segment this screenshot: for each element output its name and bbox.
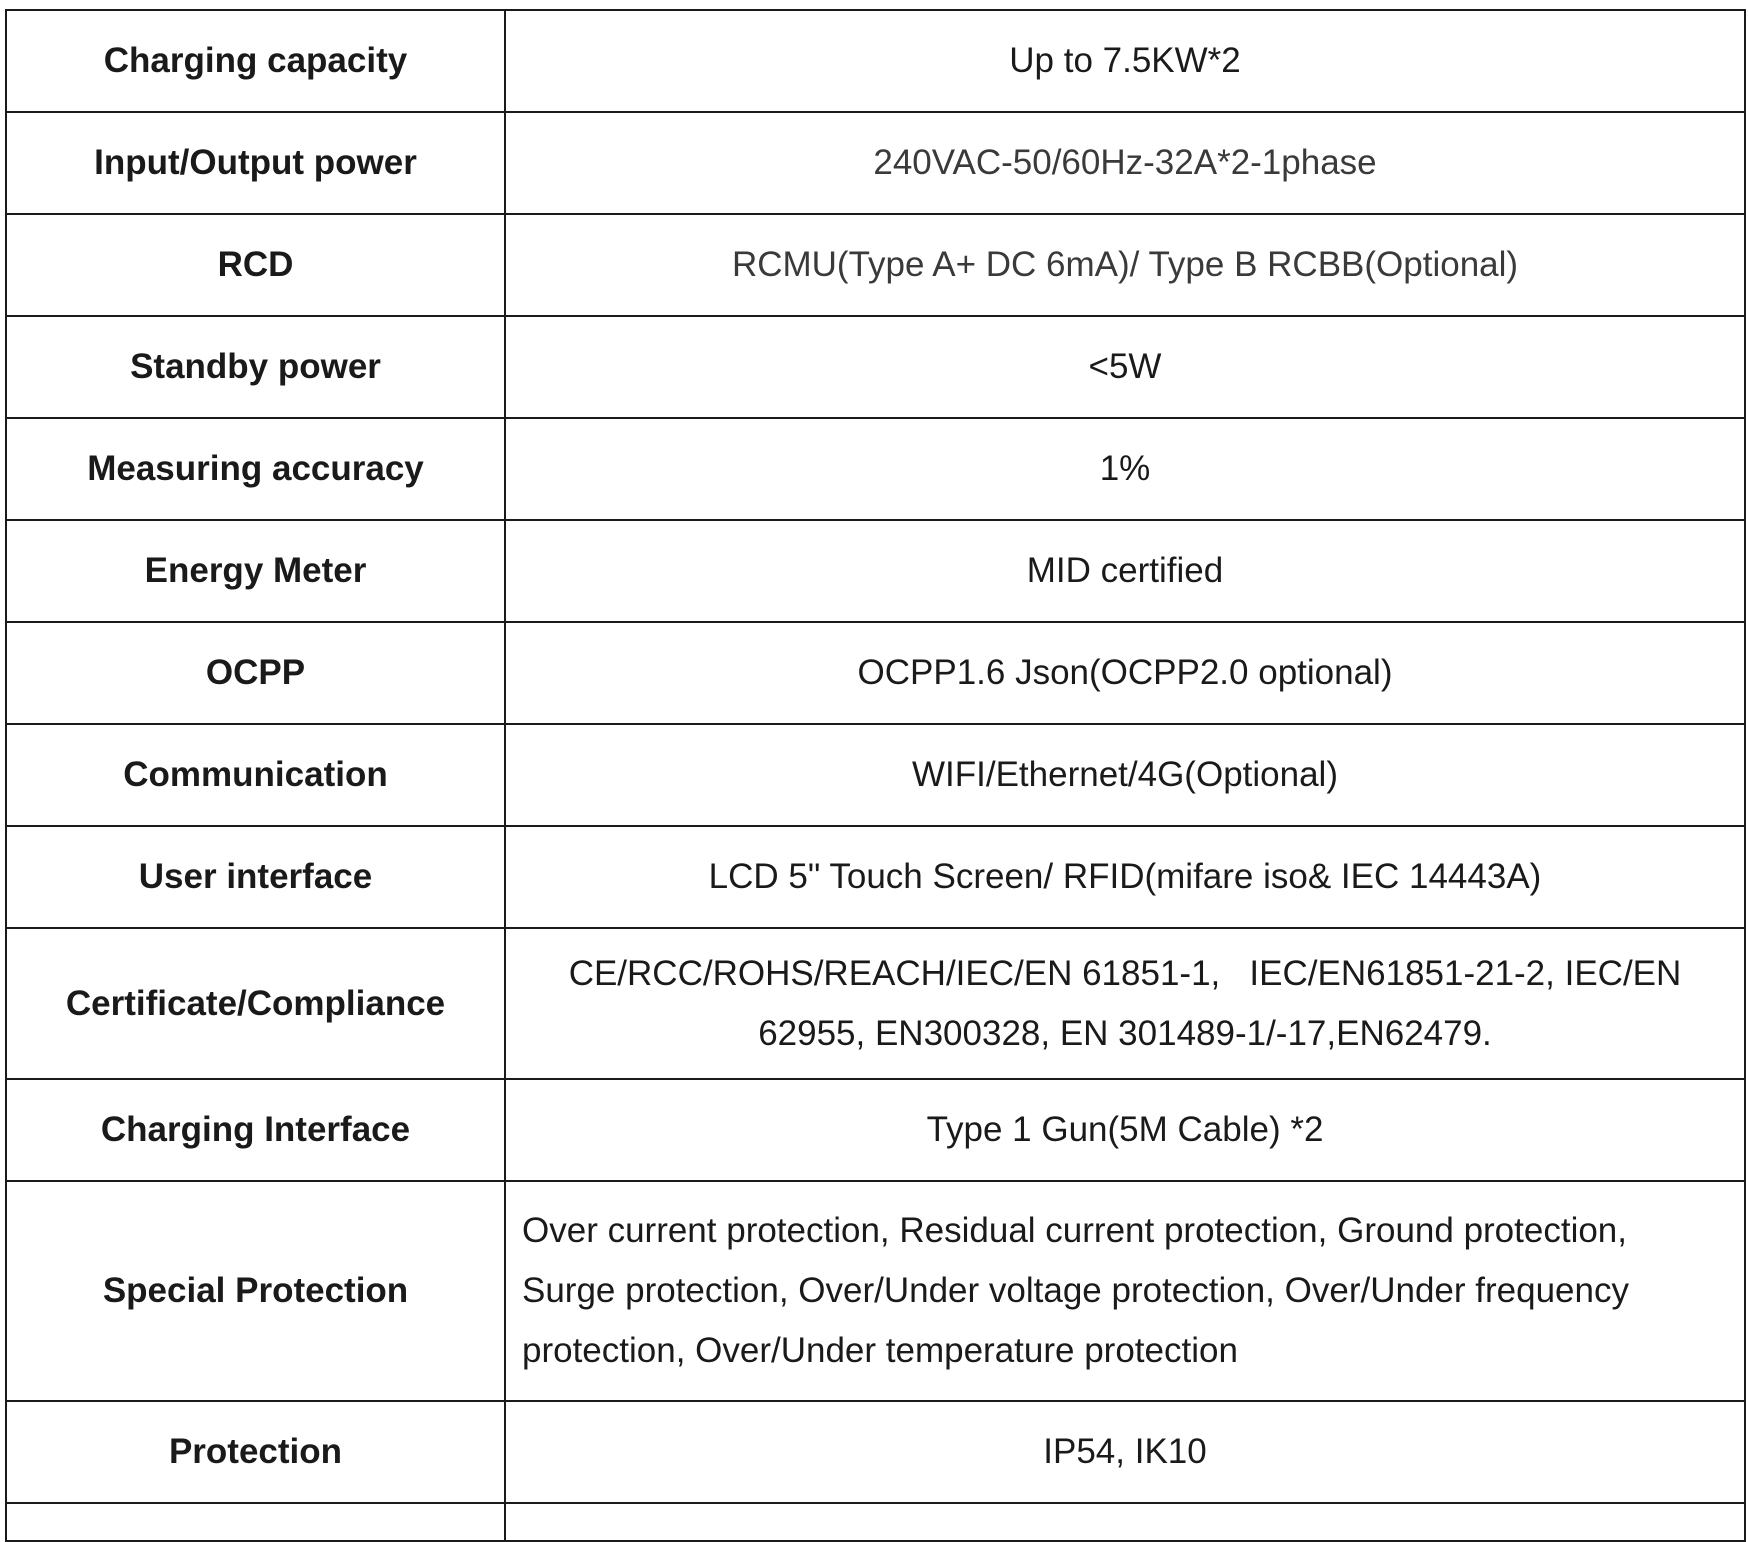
row-label: Communication [6,724,505,826]
table-row [6,316,1745,418]
table-row [6,622,1745,724]
row-value: <5W [505,316,1745,418]
row-label-empty [6,1503,505,1541]
row-value: CE/RCC/ROHS/REACH/IEC/EN 61851-1, IEC/EN61851-21-2, IEC/EN 62955, EN300328, EN 301489-1/-17,EN62479. [505,928,1745,1079]
row-value: WIFI/Ethernet/4G(Optional) [505,724,1745,826]
row-value: Type 1 Gun(5M Cable) *2 [505,1079,1745,1181]
row-value: Up to 7.5KW*2 [505,10,1745,112]
row-value: IP54, IK10 [505,1401,1745,1503]
table-row [6,1181,1745,1401]
table-row [6,928,1745,1079]
row-label: OCPP [6,622,505,724]
table-row [6,418,1745,520]
row-label: Charging capacity [6,10,505,112]
spec-table [5,9,1746,1542]
row-label: Protection [6,1401,505,1503]
row-label: Measuring accuracy [6,418,505,520]
row-value: RCMU(Type A+ DC 6mA)/ Type B RCBB(Optional) [505,214,1745,316]
row-value: OCPP1.6 Json(OCPP2.0 optional) [505,622,1745,724]
table-row [6,214,1745,316]
table-row [6,1079,1745,1181]
row-value: MID certified [505,520,1745,622]
row-value: Over current protection, Residual current protection, Ground protection, Surge protection, Over/Under voltage protection, Over/Under frequency protection, Over/Under temperature protection [505,1181,1745,1401]
row-label: Certificate/Compliance [6,928,505,1079]
row-label: RCD [6,214,505,316]
table-row-partial [6,1503,1745,1541]
row-label: Special Protection [6,1181,505,1401]
row-label: Energy Meter [6,520,505,622]
row-label: Input/Output power [6,112,505,214]
table-row [6,724,1745,826]
row-value: 1% [505,418,1745,520]
row-value: 240VAC-50/60Hz-32A*2-1phase [505,112,1745,214]
table-row [6,1401,1745,1503]
table-row [6,826,1745,928]
table-row [6,10,1745,112]
row-label: Charging Interface [6,1079,505,1181]
table-row [6,520,1745,622]
table-row [6,112,1745,214]
row-value-empty [505,1503,1745,1541]
row-label: Standby power [6,316,505,418]
row-label: User interface [6,826,505,928]
row-value: LCD 5" Touch Screen/ RFID(mifare iso& IEC 14443A) [505,826,1745,928]
